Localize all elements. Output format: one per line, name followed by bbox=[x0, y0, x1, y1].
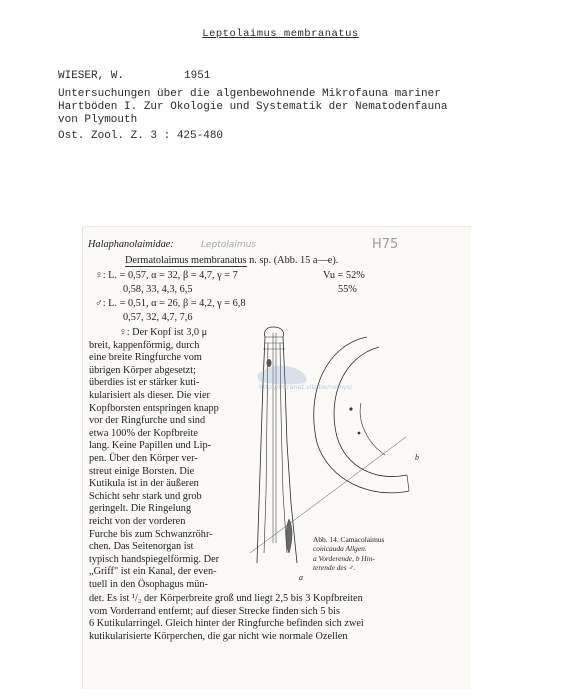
body-line: geringelt. Die Ringelung bbox=[89, 503, 192, 515]
body-line: kularisiert als dieser. Die vier bbox=[89, 389, 210, 401]
caption-line: Abb. 14. Camacolaimus bbox=[313, 535, 385, 544]
family-name: Halaphanolaimidae: bbox=[88, 239, 174, 250]
body-line: tuell in den Ösophagus mün- bbox=[89, 578, 208, 590]
female-vulva-1: Vu = 52% bbox=[323, 270, 365, 281]
watermark-url: http://intranet.vliz.be/nemys/ bbox=[259, 383, 353, 391]
body-line: Kutikula ist in der äußeren bbox=[89, 478, 199, 490]
body-line: 6 Kutikularringel. Gleich hinter der Ringfurche befinden sich zwei bbox=[89, 618, 364, 630]
species-heading bbox=[125, 255, 338, 266]
body-line: kutikularisierte Körperchen, die gar nicht wie normale Ozellen bbox=[89, 630, 348, 642]
male-measurements-1: ♂: L. = 0,51, α = 26, β = 4,2, γ = 6,8 bbox=[95, 298, 246, 309]
body-line: det. Es ist ¹/₂ der Körperbreite groß und liegt 2,5 bis 3 Kopfbreiten bbox=[89, 593, 363, 604]
body-line: eine breite Ringfurche vom bbox=[89, 352, 202, 364]
body-line: reicht von der vorderen bbox=[89, 515, 186, 527]
body-line: Kopfborsten entspringen knapp bbox=[89, 402, 219, 414]
female-measurements-2: 0,58, 33, 4,3, 6,5 bbox=[123, 284, 193, 295]
body-line: überdies ist er stärker kuti- bbox=[89, 377, 200, 389]
body-line: ♀: Der Kopf ist 3,0 μ bbox=[119, 327, 208, 338]
printed-clipping bbox=[82, 226, 471, 689]
description-column bbox=[89, 327, 219, 591]
species-name: Dermatolaimus membranatus bbox=[125, 255, 247, 266]
card-title: Leptolaimus membranatus bbox=[202, 28, 359, 40]
body-line: etwa 100% der Kopfbreite bbox=[89, 427, 198, 439]
body-line: Furche bis zum Schwanzröhr- bbox=[89, 528, 213, 540]
caption-line: conicauda Allgen. bbox=[313, 544, 367, 554]
caption-line: a Vorderende, b Hin- bbox=[313, 553, 375, 563]
body-line: streut einige Borsten. Die bbox=[89, 465, 195, 477]
pencil-annotation: Leptolaimus bbox=[201, 240, 256, 250]
female-measurements-1: ♀: L. = 0,57, α = 32, β = 4,7, γ = 7 bbox=[95, 270, 238, 281]
body-line: vor der Ringfurche und sind bbox=[89, 415, 206, 427]
reference-journal: Ost. Zool. Z. 3 : 425-480 bbox=[58, 130, 224, 142]
body-line: breit, kappenförmig, durch bbox=[89, 339, 200, 351]
figure-label-a: a bbox=[299, 573, 303, 582]
figure-label-b: b bbox=[415, 453, 419, 462]
reference-title-line-2: Hartböden I. Zur Okologie und Systematik der Nematodenfauna bbox=[58, 101, 448, 113]
female-vulva-2: 55% bbox=[338, 284, 357, 295]
body-line: typisch handspiegelförmig. Der bbox=[89, 553, 220, 565]
reference-title-line-1: Untersuchungen über die algenbewohnende Mikrofauna mariner bbox=[58, 88, 441, 100]
description-full-width bbox=[89, 593, 364, 643]
figure-pointer-line bbox=[248, 435, 408, 555]
body-line: „Griff" ist ein Kanal, der even- bbox=[89, 566, 217, 578]
body-line: vom Vorderrand entfernt; auf dieser Strecke finden sich 5 bis bbox=[89, 605, 340, 617]
reference-title-line-3: von Plymouth bbox=[58, 114, 138, 126]
body-line: übrigen Körper abgesetzt; bbox=[89, 364, 196, 376]
body-line: chen. Das Seitenorgan ist bbox=[89, 541, 194, 553]
reference-author: WIESER, W. bbox=[58, 70, 125, 82]
species-heading-rest: n. sp. (Abb. 15 a—e). bbox=[246, 255, 339, 266]
body-line: Schicht sehr stark und grob bbox=[89, 490, 202, 502]
reference-author-line bbox=[58, 70, 210, 82]
page-mark: H75 bbox=[372, 237, 399, 252]
caption-line: terende des ♂. bbox=[313, 563, 356, 573]
body-line: lang. Keine Papillen und Lip- bbox=[89, 440, 212, 452]
reference-year: 1951 bbox=[184, 70, 211, 82]
male-measurements-2: 0,57, 32, 4,7, 7,6 bbox=[123, 312, 193, 323]
body-line: pen. Über den Körper ver- bbox=[89, 452, 198, 464]
